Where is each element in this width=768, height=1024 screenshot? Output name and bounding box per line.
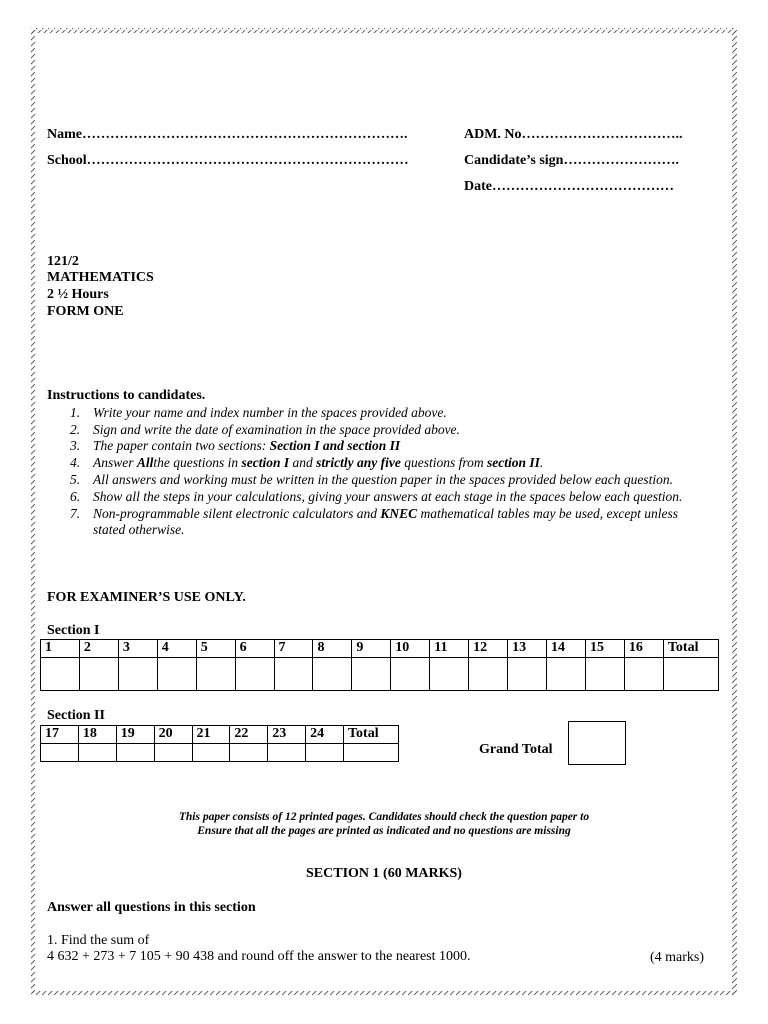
section1-score-row	[41, 658, 719, 691]
date-field-label: Date…………………………………	[464, 179, 674, 194]
section2-header-row	[41, 726, 399, 744]
marks-score-cell[interactable]	[585, 658, 624, 691]
marks-column-header: 19	[116, 726, 154, 744]
marks-column-header: 9	[352, 640, 391, 658]
instruction-number: 5.	[70, 471, 81, 487]
section1-instruction: Answer all questions in this section	[47, 900, 256, 915]
marks-score-cell[interactable]	[235, 658, 274, 691]
marks-column-header: 21	[192, 726, 230, 744]
instruction-text: .	[539, 455, 544, 471]
instruction-text: and	[289, 455, 317, 471]
paper-subject: MATHEMATICS	[47, 270, 154, 285]
marks-column-header: 6	[235, 640, 274, 658]
marks-score-cell[interactable]	[157, 658, 196, 691]
instruction-number: 2.	[70, 421, 81, 437]
instructions-block	[47, 388, 713, 539]
instruction-item	[47, 405, 713, 422]
instruction-text: Show all the steps in your calculations, giving your answers at each stage in the spaces below each question.	[93, 488, 683, 504]
paper-duration: 2 ½ Hours	[47, 287, 109, 302]
marks-score-cell[interactable]	[196, 658, 235, 691]
paper-code: 121/2	[47, 254, 79, 269]
page-count-notice-line1: This paper consists of 12 printed pages. Candidates should check the question paper to	[178, 811, 590, 823]
instruction-text: Write your name and index number in the spaces provided above.	[93, 404, 447, 420]
marks-column-header: 14	[547, 640, 586, 658]
marks-column-header: 1	[41, 640, 80, 658]
marks-score-cell[interactable]	[268, 744, 306, 762]
marks-score-cell[interactable]	[192, 744, 230, 762]
marks-column-header: 12	[469, 640, 508, 658]
marks-score-cell[interactable]	[469, 658, 508, 691]
marks-score-cell[interactable]	[663, 658, 718, 691]
candidate-sign-field-label: Candidate’s sign…………………….	[464, 153, 679, 168]
instruction-emphasis: KNEC	[380, 505, 418, 521]
marks-score-cell[interactable]	[118, 658, 157, 691]
marks-column-header: 8	[313, 640, 352, 658]
section1-marks-table	[40, 639, 719, 691]
instruction-item	[47, 472, 713, 489]
section2-score-row	[41, 744, 399, 762]
adm-number-field-label: ADM. No……………………………..	[464, 127, 683, 142]
instruction-item	[47, 506, 713, 540]
name-field-label: Name…………………………………………………………….	[47, 127, 408, 142]
instruction-number: 6.	[70, 488, 81, 504]
marks-score-cell[interactable]	[230, 744, 268, 762]
question-1-expression: 4 632 + 273 + 7 105 + 90 438 and round off the answer to the nearest 1000.	[47, 949, 471, 964]
instruction-emphasis: strictly any five	[316, 455, 401, 471]
instruction-item	[47, 455, 713, 472]
marks-score-cell[interactable]	[41, 658, 80, 691]
marks-column-header: 20	[154, 726, 192, 744]
instruction-text: Sign and write the date of examination in the space provided above.	[93, 421, 460, 437]
marks-score-cell[interactable]	[306, 744, 344, 762]
marks-column-header: 24	[306, 726, 344, 744]
marks-column-header: 4	[157, 640, 196, 658]
marks-score-cell[interactable]	[344, 744, 399, 762]
grand-total-box[interactable]	[568, 721, 626, 765]
instruction-emphasis: All	[136, 455, 154, 471]
section1-heading: SECTION 1 (60 MARKS)	[306, 866, 462, 881]
examiner-title: FOR EXAMINER’S USE ONLY.	[47, 590, 246, 605]
instruction-number: 7.	[70, 505, 81, 521]
section1-label: Section I	[47, 623, 100, 638]
paper-form: FORM ONE	[47, 304, 124, 319]
marks-score-cell[interactable]	[79, 658, 118, 691]
instruction-text: the questions in	[153, 455, 242, 471]
instruction-number: 4.	[70, 455, 81, 471]
marks-score-cell[interactable]	[430, 658, 469, 691]
marks-score-cell[interactable]	[154, 744, 192, 762]
marks-score-cell[interactable]	[624, 658, 663, 691]
marks-score-cell[interactable]	[274, 658, 313, 691]
instruction-text: Answer	[93, 455, 137, 471]
question-1-prompt: 1. Find the sum of	[47, 933, 150, 948]
instruction-emphasis: section II	[487, 455, 540, 471]
section1-header-row	[41, 640, 719, 658]
instruction-emphasis: section I	[241, 455, 290, 471]
school-field-label: School……………………………………………………………	[47, 153, 409, 168]
marks-score-cell[interactable]	[116, 744, 154, 762]
marks-score-cell[interactable]	[78, 744, 116, 762]
marks-column-header: 15	[585, 640, 624, 658]
marks-score-cell[interactable]	[41, 744, 79, 762]
marks-column-header: Total	[663, 640, 718, 658]
instructions-list	[47, 405, 713, 539]
marks-column-header: 5	[196, 640, 235, 658]
marks-column-header: 16	[624, 640, 663, 658]
instruction-number: 1.	[70, 404, 81, 420]
page-count-notice-line2: Ensure that all the pages are printed as indicated and no questions are missing	[197, 825, 571, 837]
marks-column-header: 17	[41, 726, 79, 744]
instruction-text: questions from	[400, 455, 488, 471]
instruction-text: mathematical tables may be used, except unless stated otherwise.	[93, 505, 679, 538]
marks-score-cell[interactable]	[313, 658, 352, 691]
instruction-text: The paper contain two sections:	[93, 438, 270, 454]
marks-column-header: 11	[430, 640, 469, 658]
marks-column-header: 18	[78, 726, 116, 744]
instruction-item	[47, 438, 713, 455]
instruction-emphasis: Section I and section II	[269, 438, 401, 454]
marks-column-header: 23	[268, 726, 306, 744]
marks-column-header: 3	[118, 640, 157, 658]
instruction-text: Non-programmable silent electronic calculators and	[93, 505, 381, 521]
instruction-number: 3.	[70, 438, 81, 454]
instruction-text: All answers and working must be written in the question paper in the spaces provided below each question.	[93, 471, 673, 487]
marks-column-header: 2	[79, 640, 118, 658]
marks-column-header: 13	[508, 640, 547, 658]
instruction-item	[47, 422, 713, 439]
marks-score-cell[interactable]	[391, 658, 430, 691]
section2-marks-table	[40, 725, 399, 762]
section2-label: Section II	[47, 708, 105, 723]
marks-column-header: 7	[274, 640, 313, 658]
marks-column-header: Total	[344, 726, 399, 744]
marks-column-header: 10	[391, 640, 430, 658]
instructions-title: Instructions to candidates.	[47, 388, 206, 403]
instruction-item	[47, 489, 713, 506]
marks-score-cell[interactable]	[508, 658, 547, 691]
marks-score-cell[interactable]	[352, 658, 391, 691]
marks-column-header: 22	[230, 726, 268, 744]
question-1-marks: (4 marks)	[650, 950, 705, 965]
marks-score-cell[interactable]	[547, 658, 586, 691]
grand-total-label: Grand Total	[479, 742, 553, 757]
